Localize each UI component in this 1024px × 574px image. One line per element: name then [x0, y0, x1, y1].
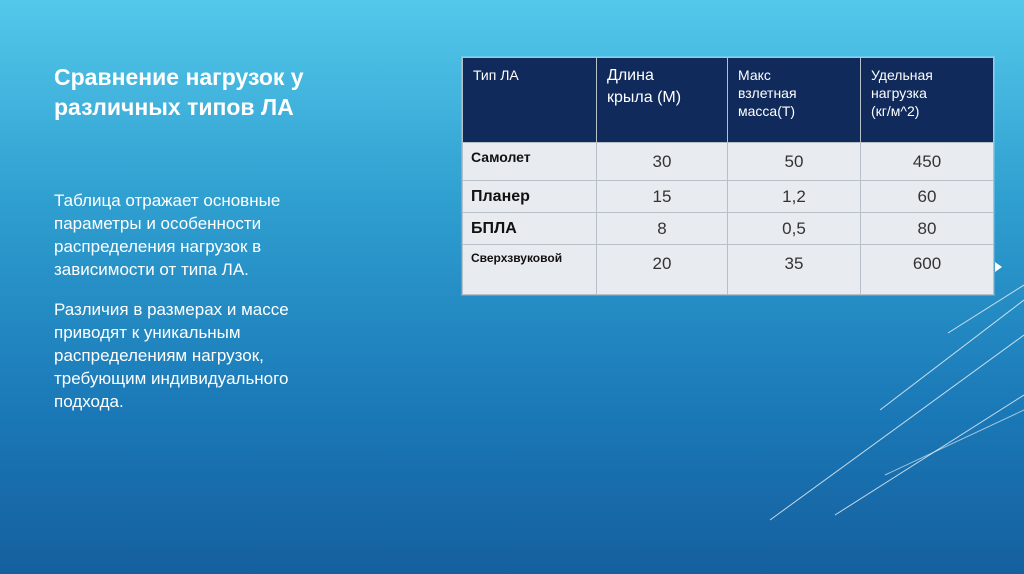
- cell-value: 600: [861, 245, 994, 295]
- slide-title: Сравнение нагрузок у различных типов ЛА: [54, 64, 304, 120]
- cell-value: 60: [861, 181, 994, 213]
- cell-value: 1,2: [728, 181, 861, 213]
- cell-value: 450: [861, 143, 994, 181]
- cell-value: 80: [861, 213, 994, 245]
- cell-value: 8: [597, 213, 728, 245]
- row-label: БПЛА: [463, 213, 597, 245]
- header-max-mass: Макс взлетная масса(Т): [728, 58, 861, 143]
- cell-value: 30: [597, 143, 728, 181]
- header-wing-loading: Удельная нагрузка (кг/м^2): [861, 58, 994, 143]
- play-arrow-icon[interactable]: [995, 262, 1002, 272]
- paragraph-1: Таблица отражает основные параметры и особенности распределения нагрузок в зависимости от типа ЛА.: [54, 191, 281, 279]
- cell-value: 20: [597, 245, 728, 295]
- row-label: Сверхзвуковой: [463, 245, 597, 295]
- cell-value: 15: [597, 181, 728, 213]
- cell-value: 35: [728, 245, 861, 295]
- cell-value: 0,5: [728, 213, 861, 245]
- paragraph-2: Различия в размерах и массе приводят к уникальным распределениям нагрузок, требующим индивидуального подхода.: [54, 300, 289, 411]
- header-wingspan: Длина крыла (М): [597, 58, 728, 143]
- header-type: Тип ЛА: [463, 58, 597, 143]
- cell-value: 50: [728, 143, 861, 181]
- row-label: Самолет: [463, 143, 597, 181]
- row-label: Планер: [463, 181, 597, 213]
